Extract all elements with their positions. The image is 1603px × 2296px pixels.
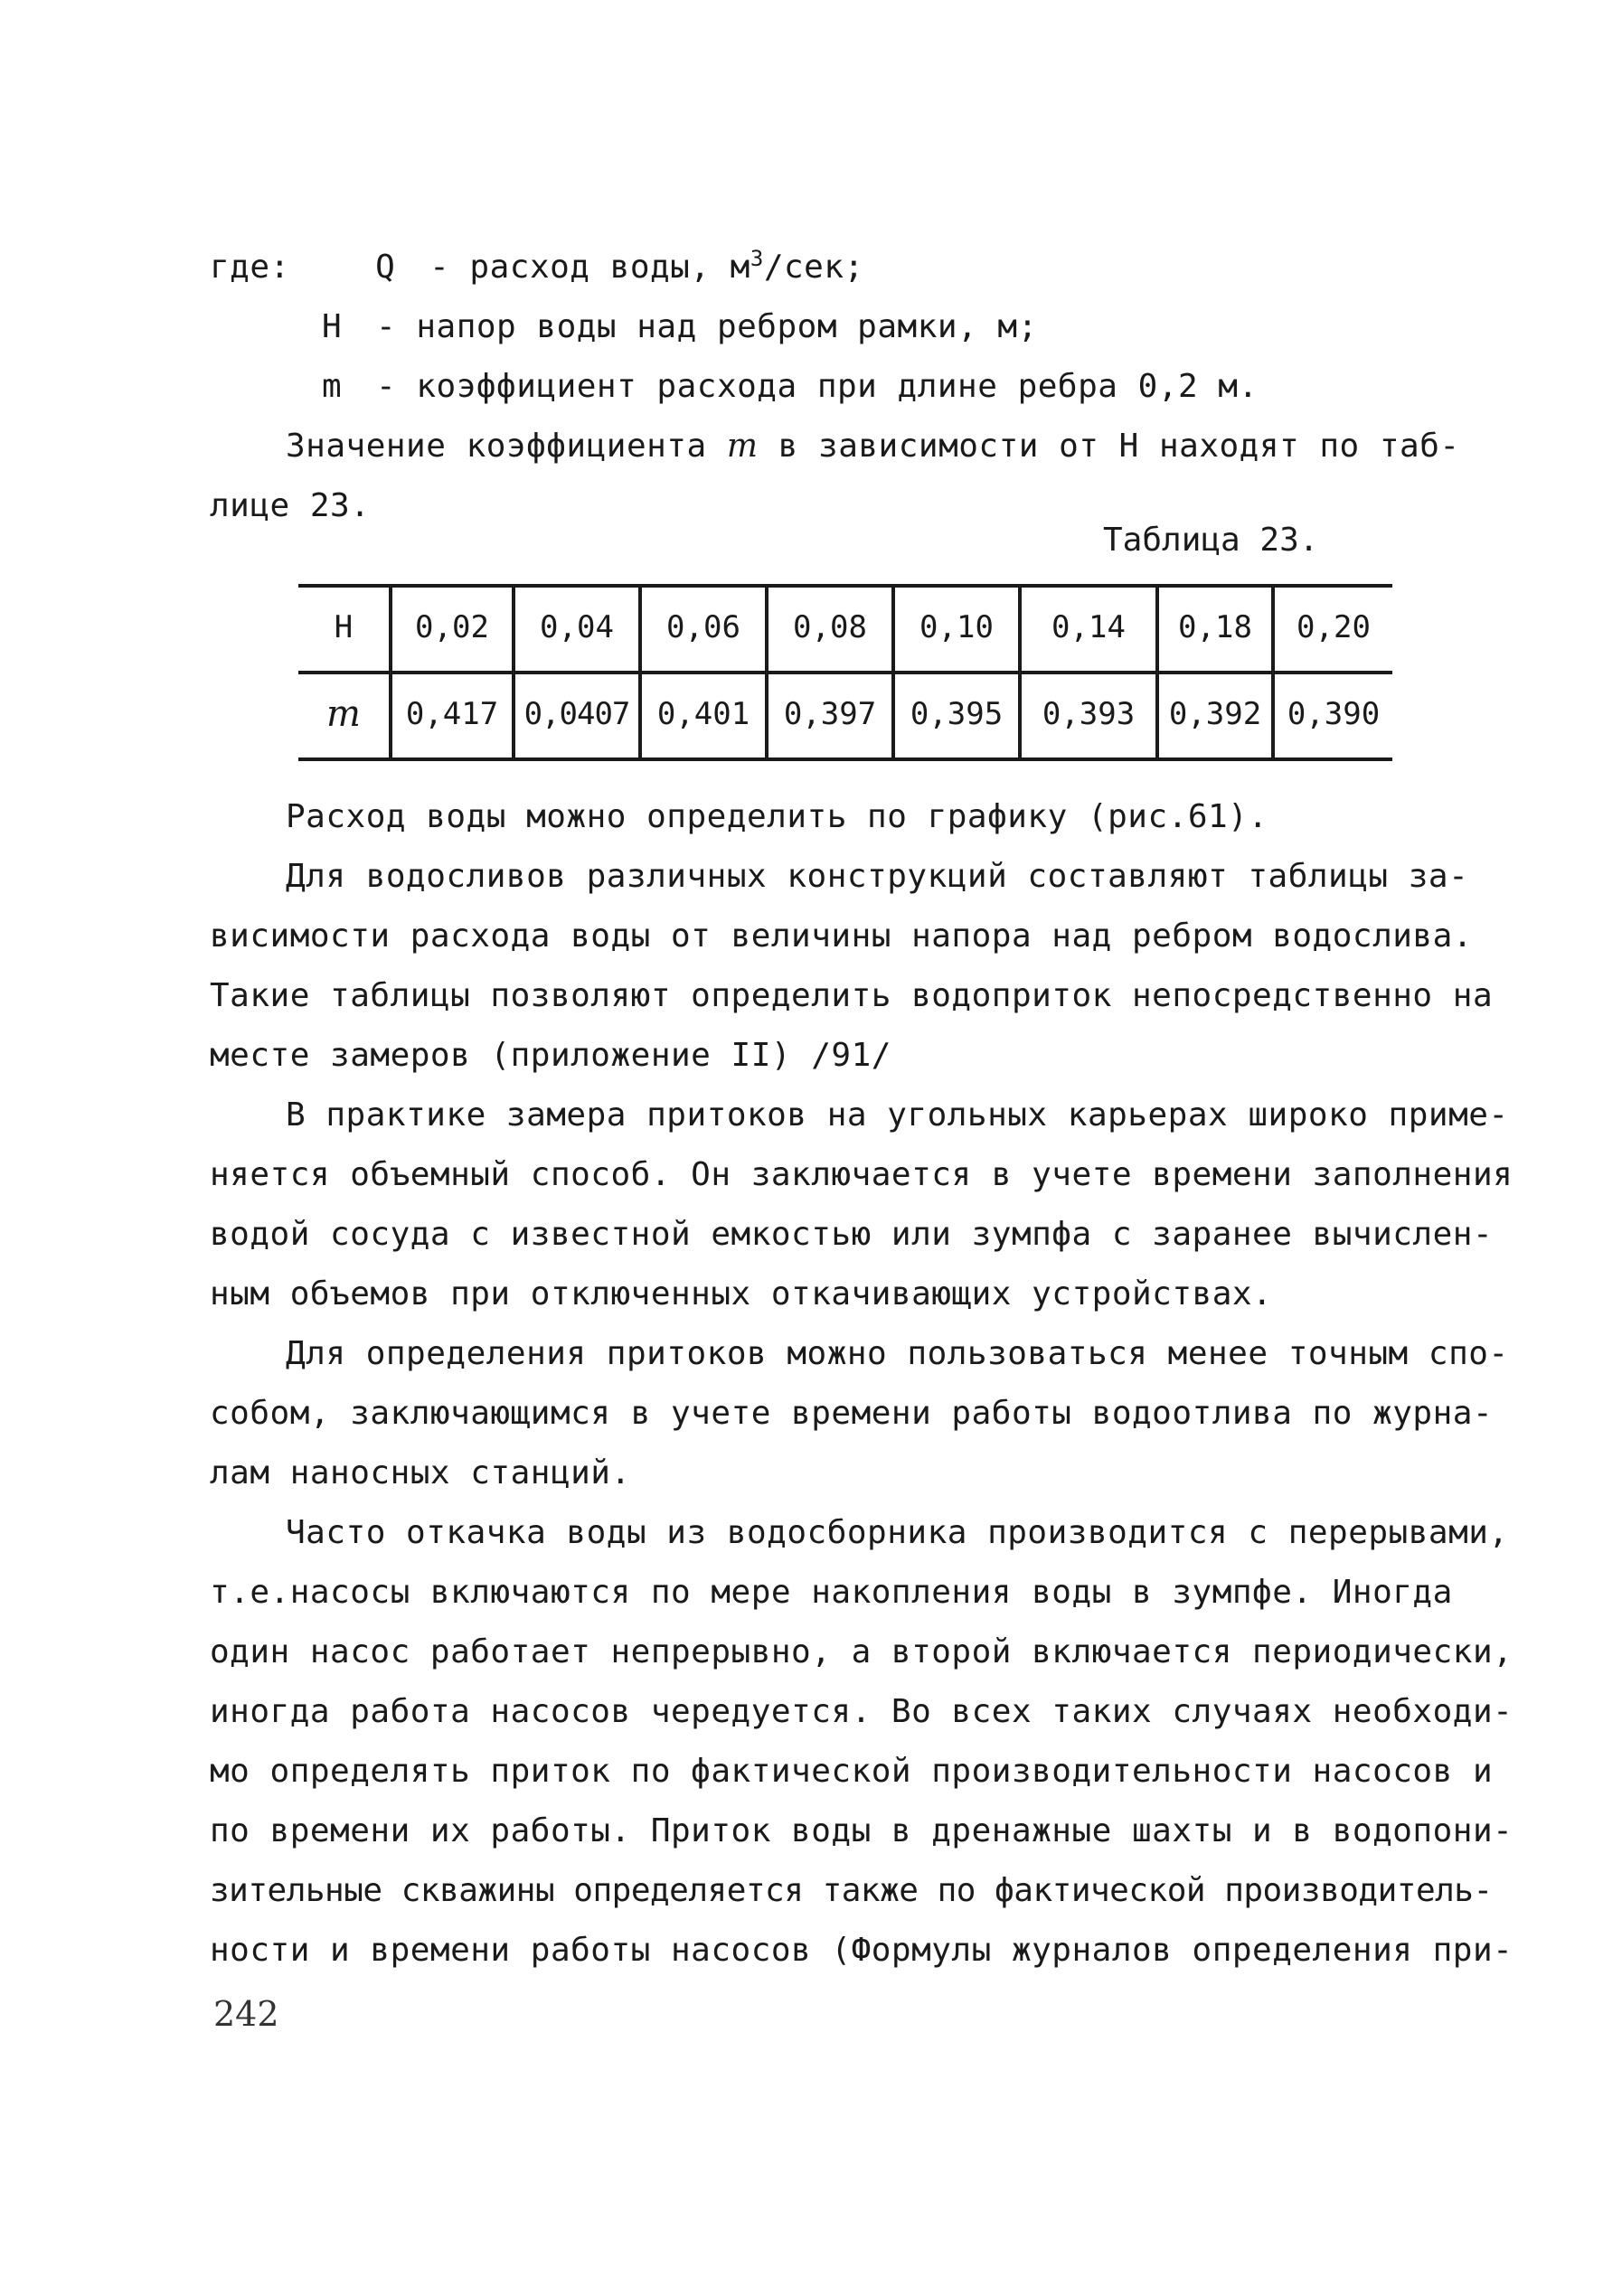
- text-line: Для водосливов различных конструкций составляют таблицы за-: [286, 858, 1469, 895]
- text-line: ным объемов при отключенных откачивающих устройствах.: [210, 1275, 1273, 1313]
- table-cell-h: 0,06: [666, 609, 740, 645]
- symbol-h: H: [322, 308, 343, 345]
- definition-h-text: - напор воды над ребром рамки, м;: [376, 308, 1038, 345]
- table-cell-m: 0,393: [1042, 696, 1136, 732]
- definition-q-after: /сек;: [763, 249, 864, 286]
- definition-line-m: [322, 369, 1259, 405]
- paragraph-coefficient-line2: лице 23.: [210, 487, 371, 524]
- paragraph-coefficient-line1: [286, 428, 1460, 465]
- para1-part-a: Значение коэффициента: [286, 428, 707, 465]
- table-cell-m: 0,390: [1287, 696, 1381, 732]
- table-cell-m: 0,417: [405, 696, 499, 732]
- text-line: мо определять приток по фактической производительности насосов и: [210, 1753, 1494, 1790]
- table-bottom-rule: [298, 757, 1392, 761]
- table-middle-rule: [298, 671, 1392, 674]
- text-line: иногда работа насосов чередуется. Во всех таких случаях необходи-: [210, 1693, 1513, 1730]
- symbol-q: Q: [375, 249, 396, 286]
- page-number: 242: [213, 1994, 279, 2034]
- table-row-label-m: m: [326, 693, 361, 735]
- text-line: т.е.насосы включаются по мере накопления воды в зумпфе. Иногда: [210, 1574, 1453, 1611]
- text-line: Такие таблицы позволяют определить водоприток непосредственно на: [210, 977, 1494, 1014]
- para1-symbol: m: [726, 428, 759, 465]
- table-cell-h: 0,04: [540, 609, 614, 645]
- table-row-label-h: Н: [334, 609, 354, 645]
- table-cell-h: 0,08: [793, 609, 867, 645]
- table-cell-m: 0,395: [910, 696, 1004, 732]
- table-cell-h: 0,14: [1051, 609, 1126, 645]
- definition-line-h: [322, 309, 1038, 345]
- text-line: Расход воды можно определить по графику (рис.61).: [286, 798, 1268, 835]
- text-line: няется объемный способ. Он заключается в учете времени заполнения: [210, 1156, 1513, 1193]
- definition-q-sup: 3: [750, 246, 764, 271]
- text-line: собом, заключающимся в учете времени работы водоотлива по журна-: [210, 1395, 1494, 1432]
- text-line: лам наносных станций.: [210, 1454, 631, 1491]
- table-cell-h: 0,10: [919, 609, 994, 645]
- definitions-intro: где:: [210, 249, 290, 286]
- text-line: по времени их работы. Приток воды в дренажные шахты и в водопони-: [210, 1812, 1513, 1849]
- table-cell-h: 0,02: [415, 609, 489, 645]
- definition-q-text: - расход воды, м: [429, 249, 750, 286]
- table-caption: Таблица 23.: [1103, 522, 1319, 559]
- table-cell-h: 0,18: [1178, 609, 1252, 645]
- table-cell-h: 0,20: [1297, 609, 1371, 645]
- symbol-m: m: [322, 368, 343, 405]
- text-line: Для определения притоков можно пользоваться менее точным спо-: [286, 1335, 1509, 1372]
- text-line: зительные скважины определяется также по фактической производитель-: [210, 1872, 1493, 1909]
- text-line: Часто откачка воды из водосборника производится с перерывами,: [286, 1514, 1509, 1551]
- text-line: ности и времени работы насосов (Формулы журналов определения при-: [210, 1932, 1513, 1969]
- text-line: один насос работает непрерывно, а второй включается периодически,: [210, 1633, 1513, 1670]
- text-line: В практике замера притоков на угольных карьерах широко приме-: [286, 1096, 1509, 1134]
- table-cell-m: 0,392: [1168, 696, 1262, 732]
- table-top-rule: [298, 584, 1392, 588]
- text-line: висимости расхода воды от величины напора над ребром водослива.: [210, 917, 1473, 955]
- text-line: месте замеров (приложение II) /91/: [210, 1037, 891, 1074]
- table-cell-m: 0,397: [783, 696, 877, 732]
- text-line: водой сосуда с известной емкостью или зумпфа с заранее вычислен-: [210, 1216, 1494, 1253]
- definition-line-q: [210, 246, 864, 286]
- coefficient-table: [298, 579, 1392, 768]
- table-cell-m: 0,0407: [523, 696, 630, 732]
- table-cell-m: 0,401: [656, 696, 750, 732]
- para1-part-b: в зависимости от Н находят по таб-: [778, 428, 1460, 465]
- definition-m-text: - коэффициент расхода при длине ребра 0,2 м.: [376, 368, 1259, 405]
